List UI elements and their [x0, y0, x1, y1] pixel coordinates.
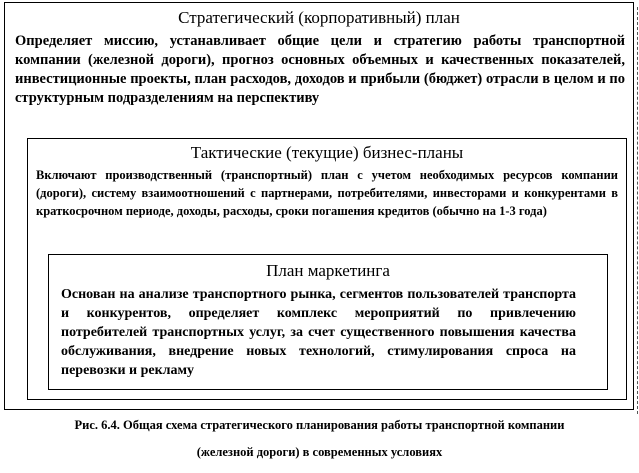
figure-caption-line-2: (железной дороги) в современных условиях: [196, 445, 443, 459]
marketing-plan-box: [48, 254, 608, 390]
tactical-plans-text: Включают производственный (транспортный) план с учетом необходимых ресурсов компании (дороги), систему взаимоотношений с партнерами, потребителями, инвесторами и конкурентами в краткосрочном периоде, доходы, расходы, сроки погашения кредитов (обычно на 1-3 года): [36, 168, 618, 218]
marketing-plan-text: Основан на анализе транспортного рынка, сегментов пользователей транспорта и конкурентов, определяет комплекс мероприятий по привлечению потребителей транспортных услуг, за счет существенного повышения качества обслуживания, внедрение новых технологий, стимулирования спроса на перевозки и рекламу: [61, 287, 576, 378]
strategic-plan-box: [4, 2, 634, 410]
tactical-plans-title: Тактические (текущие) бизнес-планы: [190, 143, 464, 162]
marketing-plan-title: План маркетинга: [266, 261, 390, 280]
tactical-plans-box: [27, 138, 627, 400]
strategic-plan-title: Стратегический (корпоративный) план: [178, 8, 460, 27]
strategic-plan-text: Определяет миссию, устанавливает общие цели и стратегию работы транспортной компании (железной дороги), прогноз основных объемных и качественных показателей, инвестиционные проекты, план расходов, доходов и прибыли (бюджет) отрасли в целом и по структурным подразделениям на перспективу: [15, 33, 625, 106]
figure-caption-line-1: Рис. 6.4. Общая схема стратегического планирования работы транспортной компании: [74, 418, 565, 432]
